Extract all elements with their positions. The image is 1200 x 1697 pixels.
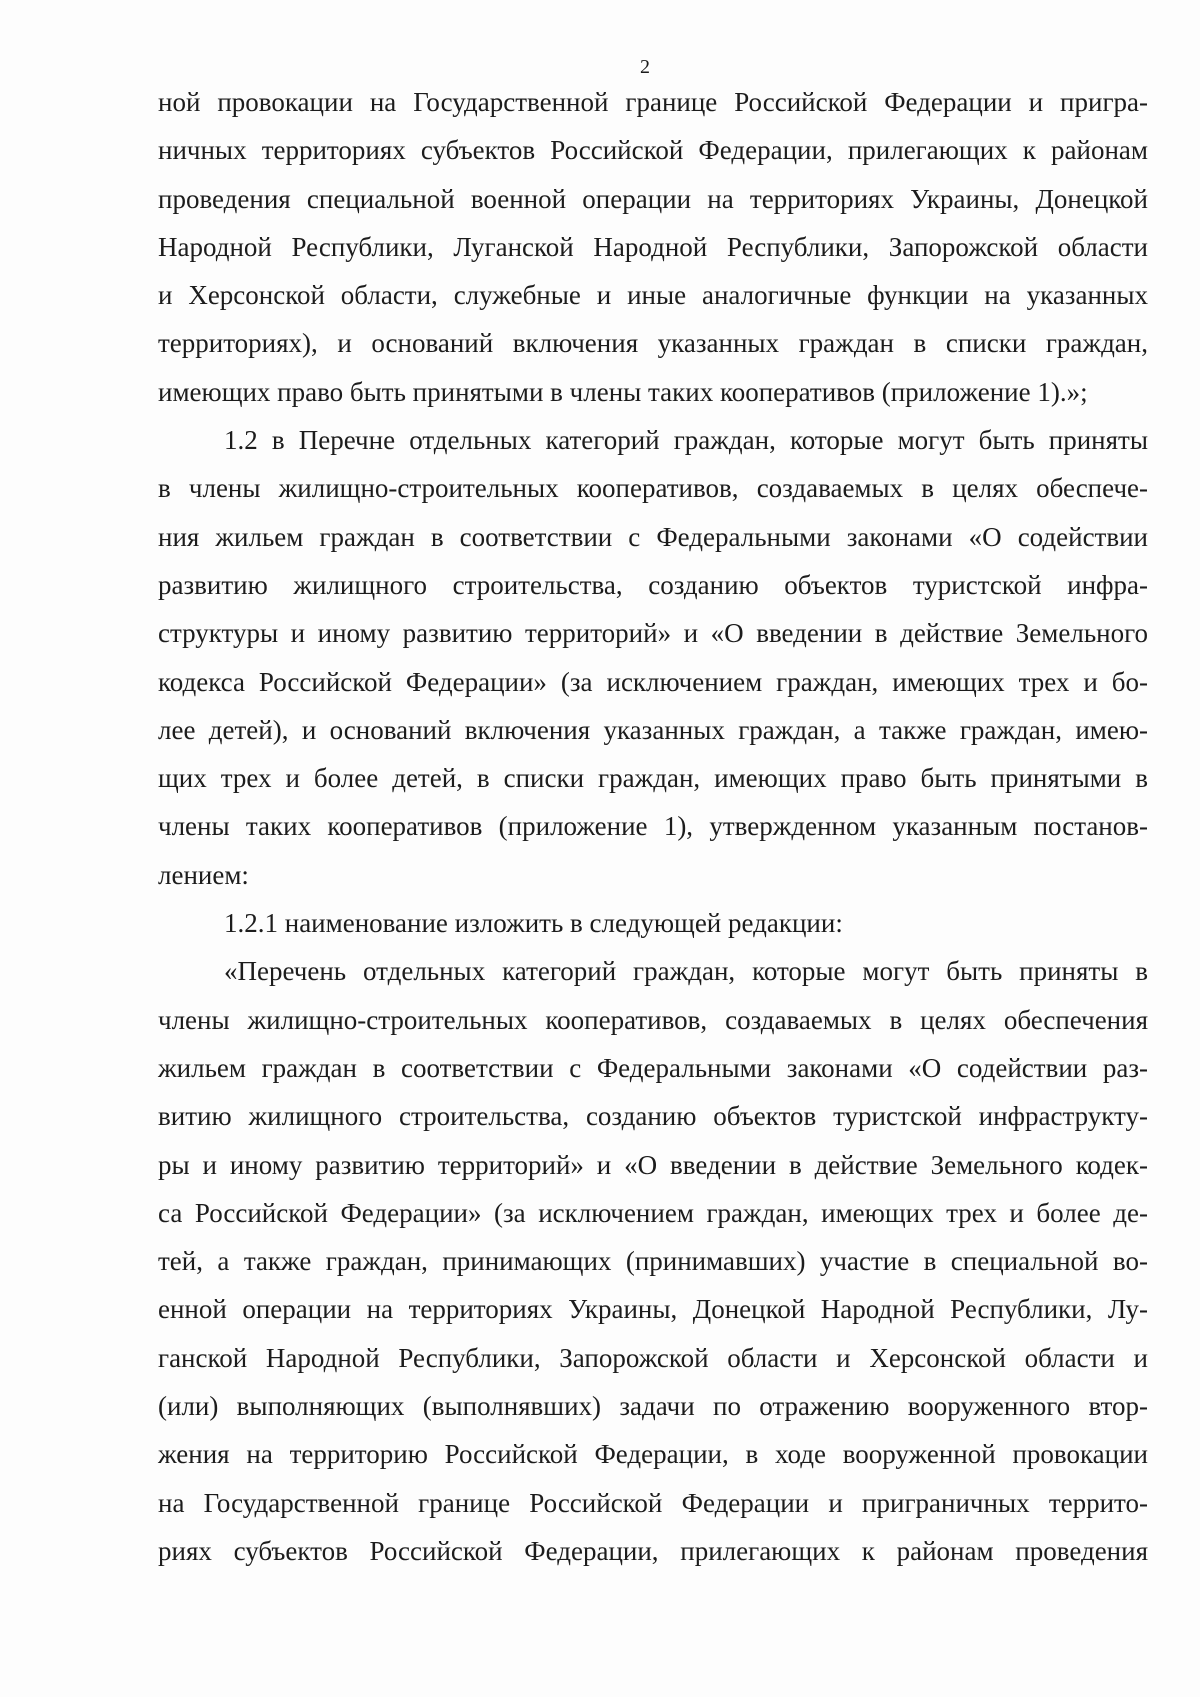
- text-line: енной операции на территориях Украины, Донецкой Народной Республики, Лу-: [158, 1294, 1148, 1325]
- text-line: са Российской Федерации» (за исключением граждан, имеющих трех и более де-: [158, 1197, 1148, 1228]
- text-line: лее детей), и оснований включения указанных граждан, а также граждан, имею-: [158, 714, 1148, 745]
- text-line: структуры и иному развитию территорий» и «О введении в действие Земельного: [158, 618, 1148, 649]
- page-number: 2: [640, 56, 650, 78]
- text-line: 1.2 в Перечне отдельных категорий граждан, которые могут быть приняты: [224, 425, 1148, 456]
- text-line: развитию жилищного строительства, созданию объектов туристской инфра-: [158, 569, 1148, 600]
- text-line: 1.2.1 наименование изложить в следующей редакции:: [224, 908, 843, 939]
- text-line: лением:: [158, 859, 249, 890]
- text-line: Народной Республики, Луганской Народной Республики, Запорожской области: [158, 231, 1148, 262]
- text-line: территориях), и оснований включения указанных граждан в списки граждан,: [158, 328, 1148, 359]
- text-line: ры и иному развитию территорий» и «О введении в действие Земельного кодек-: [158, 1149, 1148, 1180]
- text-line: риях субъектов Российской Федерации, прилегающих к районам проведения: [158, 1535, 1148, 1566]
- text-line: имеющих право быть принятыми в члены таких кооперативов (приложение 1).»;: [158, 376, 1088, 407]
- text-line: (или) выполняющих (выполнявших) задачи по отражению вооруженного втор-: [158, 1391, 1148, 1422]
- text-line: жильем граждан в соответствии с Федеральными законами «О содействии раз-: [158, 1052, 1148, 1083]
- text-line: члены жилищно-строительных кооперативов, создаваемых в целях обеспечения: [158, 1004, 1148, 1035]
- text-line: члены таких кооперативов (приложение 1), утвержденном указанным постанов-: [158, 811, 1148, 842]
- text-line: витию жилищного строительства, созданию объектов туристской инфраструкту-: [158, 1101, 1148, 1132]
- text-line: проведения специальной военной операции на территориях Украины, Донецкой: [158, 183, 1148, 214]
- text-line: в члены жилищно-строительных кооперативов, создаваемых в целях обеспече-: [158, 473, 1148, 504]
- text-line: кодекса Российской Федерации» (за исключением граждан, имеющих трех и бо-: [158, 666, 1148, 697]
- text-line: тей, а также граждан, принимающих (принимавших) участие в специальной во-: [158, 1246, 1148, 1277]
- text-line: жения на территорию Российской Федерации, в ходе вооруженной провокации: [158, 1439, 1148, 1470]
- text-line: щих трех и более детей, в списки граждан, имеющих право быть принятыми в: [158, 763, 1148, 794]
- document-body: [158, 78, 1148, 1575]
- text-line: ной провокации на Государственной границе Российской Федерации и пригра-: [158, 87, 1148, 117]
- text-line: ничных территориях субъектов Российской Федерации, прилегающих к районам: [158, 135, 1148, 166]
- text-line: и Херсонской области, служебные и иные аналогичные функции на указанных: [158, 280, 1148, 311]
- text-line: «Перечень отдельных категорий граждан, которые могут быть приняты в: [224, 956, 1148, 987]
- text-line: на Государственной границе Российской Федерации и приграничных террито-: [158, 1487, 1148, 1518]
- text-line: ганской Народной Республики, Запорожской области и Херсонской области и: [158, 1342, 1148, 1373]
- text-line: ния жильем граждан в соответствии с Федеральными законами «О содействии: [158, 521, 1148, 552]
